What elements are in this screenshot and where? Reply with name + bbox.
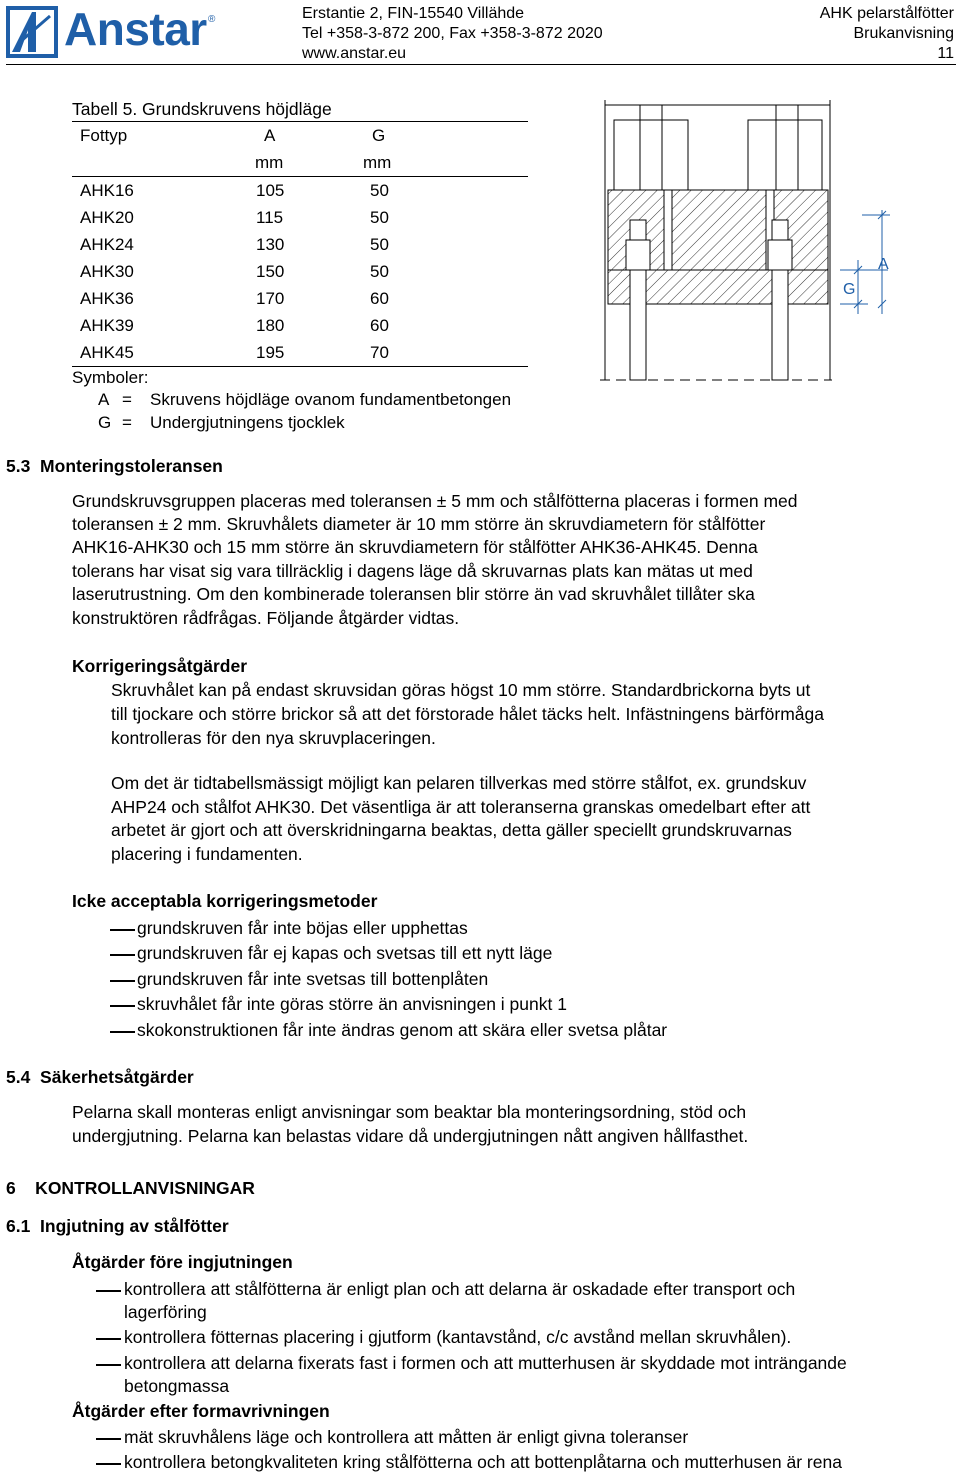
dash-bullet xyxy=(96,1364,121,1366)
cell-a: 170 xyxy=(256,289,285,308)
list-item: grundskruven får ej kapas och svetsas till ett nytt läge xyxy=(137,943,553,963)
cell-a: 115 xyxy=(256,208,284,227)
dimension-label-g: G xyxy=(843,281,856,298)
page-number: 11 xyxy=(937,45,954,62)
cell-fottyp: AHK16 xyxy=(80,181,134,200)
table-row xyxy=(80,312,520,339)
list-item-continuation: lagerföring xyxy=(124,1302,207,1322)
table-row xyxy=(80,231,520,258)
logo-text: Anstar xyxy=(64,3,207,55)
dimension-label-a: A xyxy=(878,256,889,273)
cell-fottyp: AHK24 xyxy=(80,235,134,254)
symbol-a-row xyxy=(98,388,512,411)
symbols-label: Symboler: xyxy=(72,368,149,387)
table-caption: Tabell 5. Grundskruvens höjdläge xyxy=(72,99,332,119)
list-item-continuation: betongmassa xyxy=(124,1376,230,1396)
unit-g: mm xyxy=(363,153,392,172)
cell-fottyp: AHK39 xyxy=(80,316,134,335)
table-row xyxy=(80,339,520,366)
paragraph-line: placering i fundamenten. xyxy=(111,844,303,864)
section-5-3-heading: 5.3 Monteringstoleransen xyxy=(6,456,223,476)
anchor-bolt-figure xyxy=(600,100,900,385)
section-6-1-heading: 6.1 Ingjutning av stålfötter xyxy=(6,1216,229,1236)
anchor-bolt-drawing xyxy=(600,100,900,385)
cell-g: 50 xyxy=(370,262,389,281)
dash-bullet xyxy=(110,1031,135,1033)
list-item: grundskruven får inte svetsas till bottenplåten xyxy=(137,969,489,989)
dash-bullet xyxy=(96,1290,121,1292)
address-line-2: Tel +358-3-872 200, Fax +358-3-872 2020 xyxy=(302,25,603,42)
symbol-a-desc: Skruvens höjdläge ovanom fundamentbetongen xyxy=(150,390,512,409)
table-row xyxy=(80,177,520,204)
paragraph-line: till tjockare och större brickor så att det förstorade hålet täcks helt. Infästningens bärförmåga xyxy=(111,704,824,724)
dash-bullet xyxy=(110,980,135,982)
section-6-heading: 6 KONTROLLANVISNINGAR xyxy=(6,1178,255,1198)
list-item: kontrollera att stålfötterna är enligt plan och att delarna är oskadade efter transport och xyxy=(124,1279,796,1299)
list-item: grundskruven får inte böjas eller upphettas xyxy=(137,918,468,938)
cell-g: 50 xyxy=(370,181,389,200)
dash-bullet xyxy=(110,929,135,931)
paragraph-line: Om det är tidtabellsmässigt möjligt kan pelaren tillverkas med större stålfot, ex. grundskuv xyxy=(111,773,807,793)
cell-a: 105 xyxy=(256,181,285,200)
header-divider xyxy=(6,64,956,65)
registered-mark: ® xyxy=(208,14,216,25)
paragraph-line: Skruvhålet kan på endast skruvsidan göras högst 10 mm större. Standardbrickorna byts ut xyxy=(111,680,811,700)
dash-bullet xyxy=(110,1005,135,1007)
table-row xyxy=(80,258,520,285)
list-item: kontrollera betongkvaliteten kring stålfötterna och att bottenplåtarna och mutterhusen är rena xyxy=(124,1452,842,1472)
symbol-equals: = xyxy=(122,413,132,432)
col-header-g: G xyxy=(372,126,386,145)
paragraph-line: AHP24 och stålfot AHK30. Det väsentliga är att toleranserna granskas omedelbart efter att xyxy=(111,797,811,817)
symbol-equals: = xyxy=(122,390,132,409)
list-item: mät skruvhålens läge och kontrollera att måtten är enligt givna toleranser xyxy=(124,1427,689,1447)
cell-a: 180 xyxy=(256,316,285,335)
dash-bullet xyxy=(96,1338,121,1340)
dash-bullet xyxy=(96,1438,121,1440)
after-demolding-heading: Åtgärder efter formavrivningen xyxy=(72,1401,330,1421)
symbol-g-desc: Undergjutningens tjocklek xyxy=(150,413,345,432)
cell-fottyp: AHK20 xyxy=(80,208,134,227)
paragraph-line: Grundskruvsgruppen placeras med toleransen ± 5 mm och stålfötterna placeras i formen med xyxy=(72,491,798,511)
cell-fottyp: AHK30 xyxy=(80,262,134,281)
paragraph-line: undergjutning. Pelarna kan belastas vidare då undergjutningen nått angiven hållfasthet. xyxy=(72,1126,749,1146)
paragraph-line: arbetet är gjort och att överskridningarna beaktas, detta gäller speciellt grundskruvarnas xyxy=(111,820,792,840)
cell-a: 195 xyxy=(256,343,285,362)
cell-fottyp: AHK36 xyxy=(80,289,134,308)
symbol-g: G xyxy=(98,413,112,432)
website-link[interactable]: www.anstar.eu xyxy=(302,45,407,62)
dash-bullet xyxy=(96,1463,121,1465)
paragraph-line: konstruktören rådfrågas. Följande åtgärder vidtas. xyxy=(72,608,460,628)
document-info xyxy=(820,4,954,64)
list-item: skokonstruktionen får inte ändras genom att skära eller svetsa plåtar xyxy=(137,1020,668,1040)
paragraph-line: Pelarna skall monteras enligt anvisningar som beaktar bla monteringsordning, stöd och xyxy=(72,1102,747,1122)
doc-title: AHK pelarstålfötter xyxy=(819,5,954,22)
col-header-a: A xyxy=(264,126,276,145)
cell-fottyp: AHK45 xyxy=(80,343,134,362)
anstar-logo xyxy=(6,4,230,60)
cell-g: 50 xyxy=(370,235,389,254)
paragraph-line: kontrolleras för den nya skruvplaceringen. xyxy=(111,728,436,748)
cell-g: 60 xyxy=(370,289,389,308)
symbol-g-row xyxy=(98,411,345,434)
unit-a: mm xyxy=(255,153,284,172)
list-item: kontrollera att delarna fixerats fast i formen och att mutterhusen är skyddade mot inträngande xyxy=(124,1353,847,1373)
before-casting-heading: Åtgärder före ingjutningen xyxy=(72,1252,293,1272)
unacceptable-heading: Icke acceptabla korrigeringsmetoder xyxy=(72,891,378,911)
cell-a: 130 xyxy=(256,235,285,254)
col-header-fottyp: Fottyp xyxy=(80,126,128,145)
company-address xyxy=(302,4,603,64)
logo-mark-icon xyxy=(6,6,58,58)
list-item: kontrollera fötternas placering i gjutform (kantavstånd, c/c avstånd mellan skruvhålen). xyxy=(124,1327,792,1347)
paragraph-line: tolerans har visat sig vara tillräcklig i dagens läge då skruvarnas plats kan mätas ut med xyxy=(72,561,753,581)
doc-subtitle: Brukanvisning xyxy=(853,25,954,42)
cell-g: 60 xyxy=(370,316,389,335)
paragraph-line: laserutrustning. Om den kombinerade toleransen blir större än vad skruvhålet tillåter ska xyxy=(72,584,755,604)
table-row xyxy=(80,204,520,231)
corrective-heading: Korrigeringsåtgärder xyxy=(72,656,248,676)
list-item: skruvhålet får inte göras större än anvisningen i punkt 1 xyxy=(137,994,567,1014)
cell-a: 150 xyxy=(256,262,285,281)
cell-g: 50 xyxy=(370,208,389,227)
paragraph-line: toleransen ± 2 mm. Skruvhålets diameter är 10 mm större än skruvdiametern för stålfötter xyxy=(72,514,766,534)
address-line-1: Erstantie 2, FIN-15540 Villähde xyxy=(302,5,525,22)
symbol-a: A xyxy=(98,390,110,409)
dash-bullet xyxy=(110,954,135,956)
section-5-4-heading: 5.4 Säkerhetsåtgärder xyxy=(6,1067,194,1087)
table-row xyxy=(80,285,520,312)
cell-g: 70 xyxy=(370,343,389,362)
paragraph-line: AHK16-AHK30 och 15 mm större än skruvdiametern för stålfötter AHK36-AHK45. Denna xyxy=(72,537,758,557)
